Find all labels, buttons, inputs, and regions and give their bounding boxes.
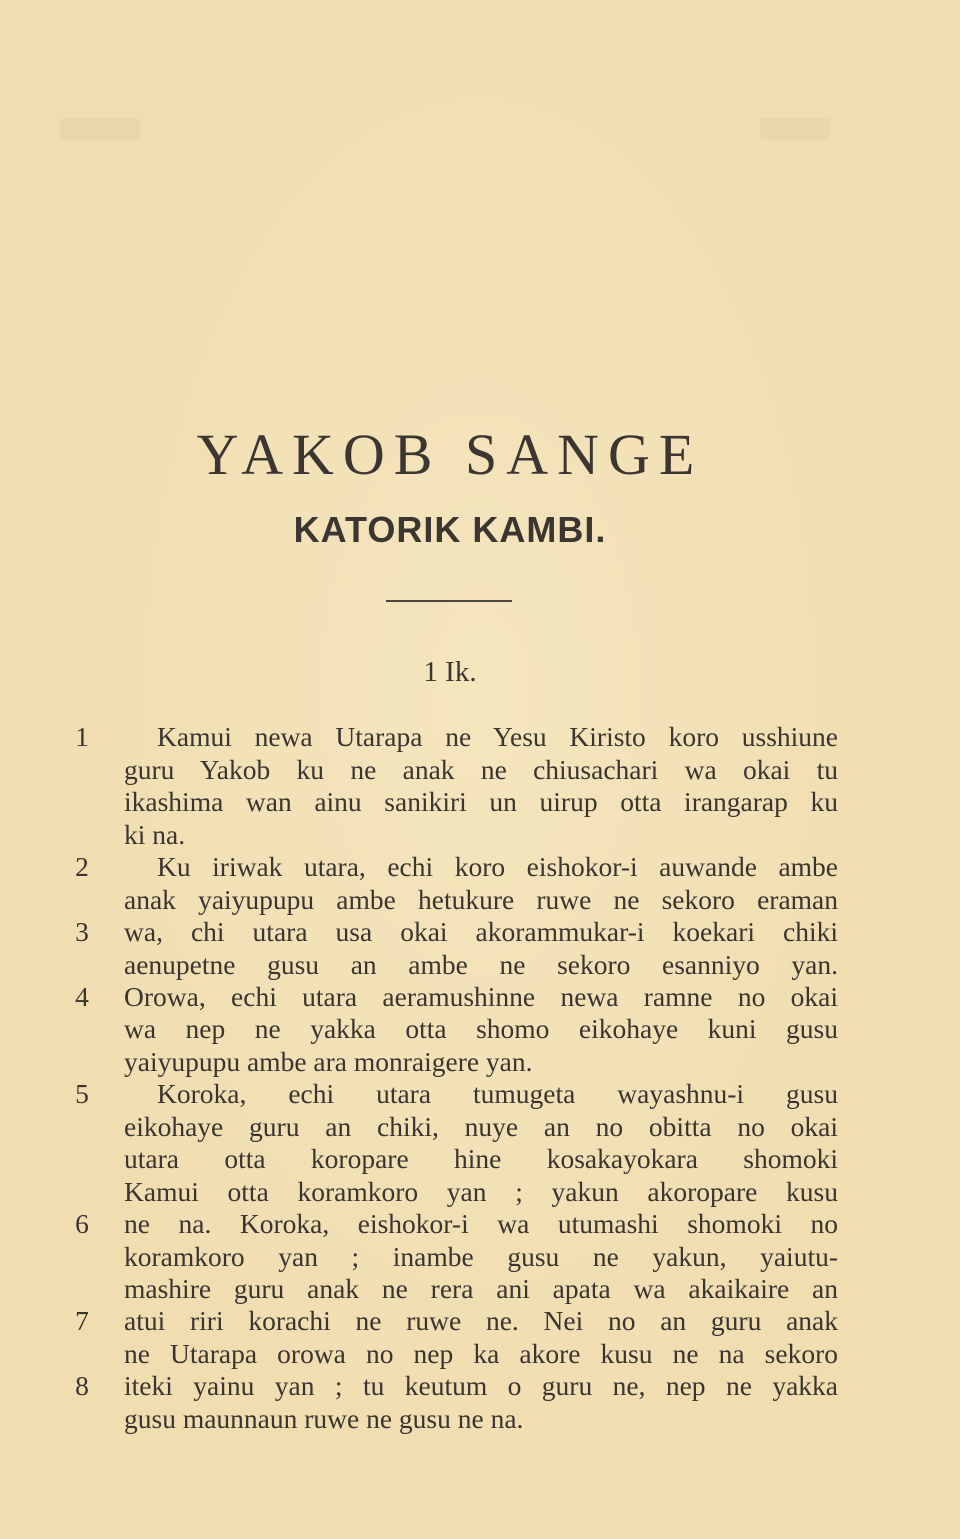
text-line: wa, chi utara usa okai akorammukar-i koekari chiki [124,916,838,947]
text-line: wa nep ne yakka otta shomo eikohaye kuni gusu [124,1013,838,1044]
verse-number: 3 [75,916,89,947]
text-line: ne na. Koroka, eishokor-i wa utumashi shomoki no [124,1208,838,1239]
title-divider [386,600,512,602]
text-line: eikohaye guru an chiki, nuye an no obitta no okai [124,1111,838,1142]
verse-number: 7 [75,1305,89,1336]
text-line: Kamui otta koramkoro yan ; yakun akoropare kusu [124,1176,838,1207]
verse-number: 5 [75,1078,89,1109]
bleed-through-shadow [60,118,140,140]
text-line: Orowa, echi utara aeramushinne newa ramne no okai [124,981,838,1012]
text-line: yaiyupupu ambe ara monraigere yan. [124,1046,533,1077]
text-line: ne Utarapa orowa no nep ka akore kusu ne na sekoro [124,1338,838,1369]
text-line: guru Yakob ku ne anak ne chiusachari wa okai tu [124,754,838,785]
text-line: Kamui newa Utarapa ne Yesu Kiristo koro usshiune [157,721,838,752]
verse-number: 8 [75,1370,89,1401]
text-line: utara otta koropare hine kosakayokara shomoki [124,1143,838,1174]
text-line: ki na. [124,819,186,850]
verse-number: 6 [75,1208,89,1239]
page-title: YAKOB SANGE [196,422,704,487]
text-line: aenupetne gusu an ambe ne sekoro esanniyo yan. [124,949,838,980]
bleed-through-shadow [760,118,830,140]
text-line: mashire guru anak ne rera ani apata wa akaikaire an [124,1273,838,1304]
verse-number: 2 [75,851,89,882]
page-subtitle: KATORIK KAMBI. [293,509,607,550]
text-line: gusu maunnaun ruwe ne gusu ne na. [124,1403,524,1434]
verse-number: 4 [75,981,89,1012]
text-line: Koroka, echi utara tumugeta wayashnu-i gusu [157,1078,838,1109]
text-line: ikashima wan ainu sanikiri un uirup otta irangarap ku [124,786,838,817]
text-line: iteki yainu yan ; tu keutum o guru ne, nep ne yakka [124,1370,838,1401]
verse-number: 1 [75,721,89,752]
text-line: koramkoro yan ; inambe gusu ne yakun, yaiutu- [124,1241,838,1272]
text-line: anak yaiyupupu ambe hetukure ruwe ne sekoro eraman [124,884,838,915]
text-line: Ku iriwak utara, echi koro eishokor-i auwande ambe [157,851,838,882]
chapter-heading: 1 Ik. [423,656,477,688]
text-line: atui riri korachi ne ruwe ne. Nei no an guru anak [124,1305,838,1336]
